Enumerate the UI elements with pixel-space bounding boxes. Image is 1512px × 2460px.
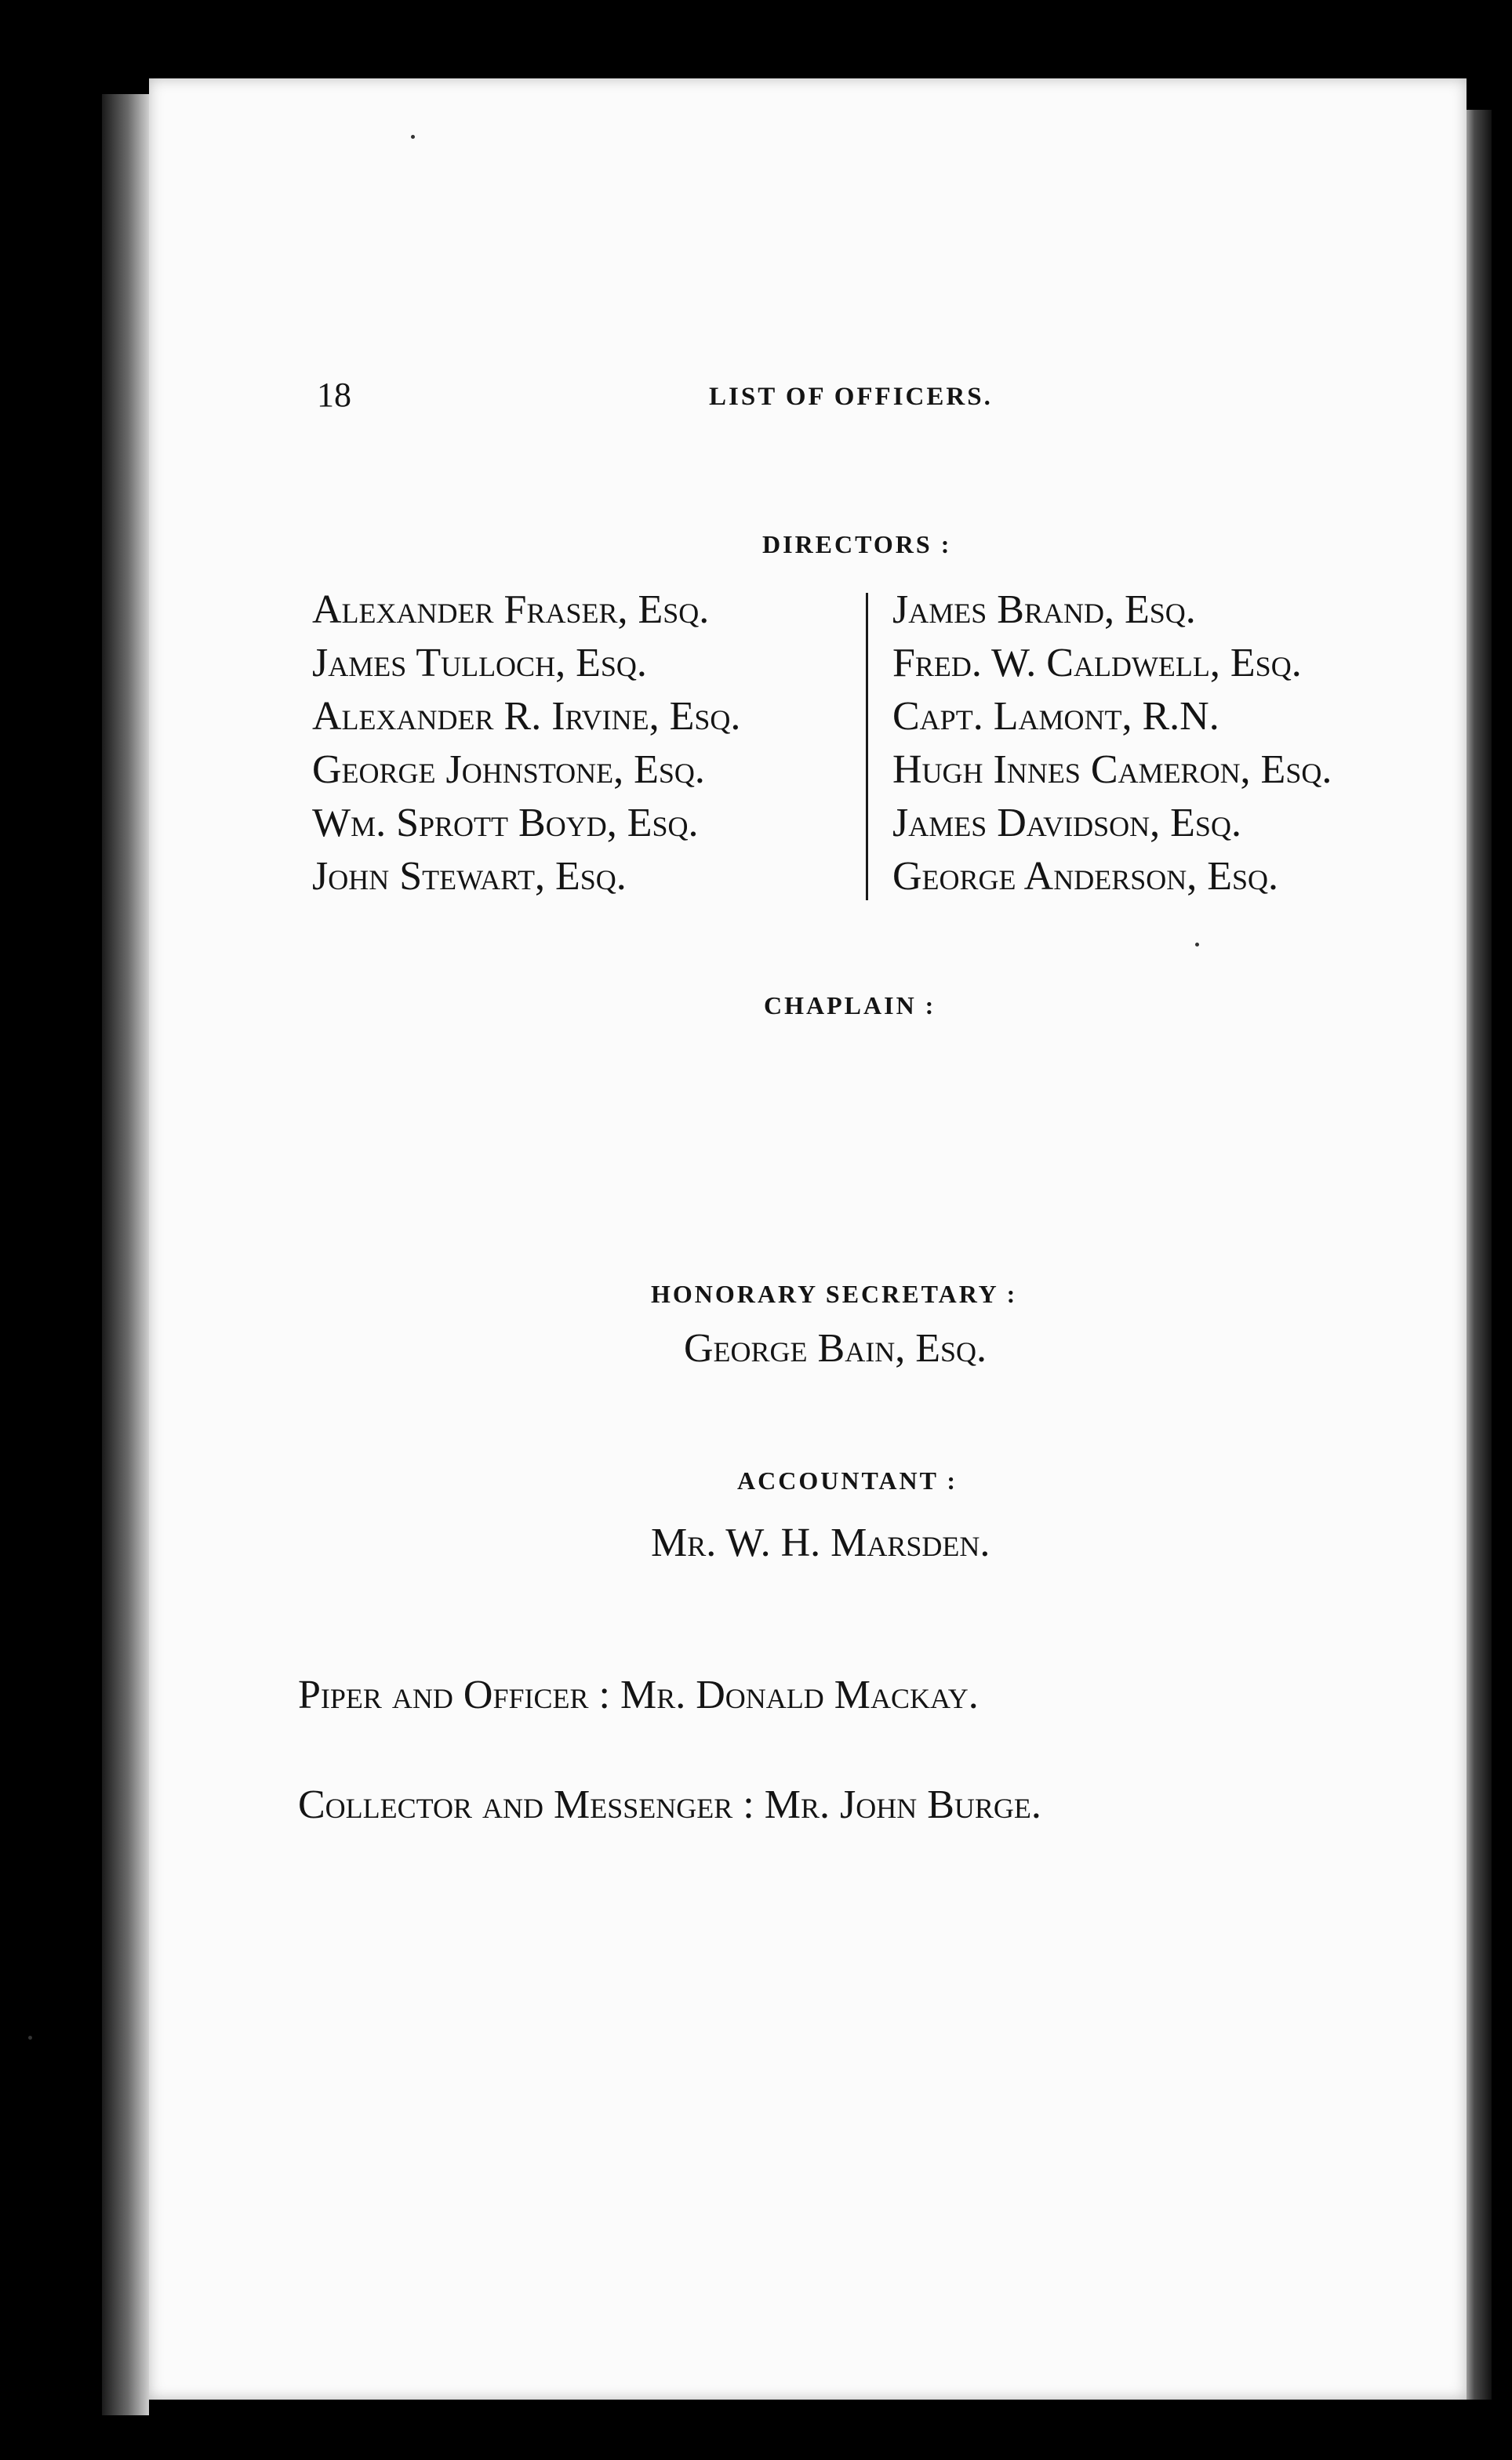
director-name: Alexander R. Irvine, Esq. <box>312 694 741 739</box>
secretary-heading: HONORARY SECRETARY : <box>651 1280 1018 1308</box>
page-number: 18 <box>317 376 351 414</box>
running-head: LIST OF OFFICERS. <box>709 383 993 411</box>
director-name: George Anderson, Esq. <box>892 854 1279 899</box>
accountant-name: Mr. W. H. Marsden. <box>651 1521 990 1565</box>
directors-left-column <box>312 583 740 903</box>
chaplain-heading: CHAPLAIN : <box>764 991 936 1019</box>
director-name: George Johnstone, Esq. <box>312 747 705 792</box>
director-name: Wm. Sprott Boyd, Esq. <box>312 801 699 845</box>
scan-speck <box>411 135 415 139</box>
director-name: James Davidson, Esq. <box>892 801 1241 845</box>
collector-messenger-line: Collector and Messenger : Mr. John Burge. <box>298 1782 1041 1827</box>
director-name: James Brand, Esq. <box>892 587 1196 632</box>
director-name: Capt. Lamont, R.N. <box>892 694 1219 739</box>
paper-sheet <box>149 78 1467 2400</box>
secretary-name: George Bain, Esq. <box>684 1326 987 1371</box>
director-name: Fred. W. Caldwell, Esq. <box>892 641 1302 685</box>
director-name: Alexander Fraser, Esq. <box>312 587 710 632</box>
directors-heading: DIRECTORS : <box>762 530 952 558</box>
director-name: James Tulloch, Esq. <box>312 641 647 685</box>
book-edge-left <box>102 94 149 2415</box>
scan-speck <box>28 2036 32 2040</box>
column-divider <box>866 593 868 900</box>
director-name: John Stewart, Esq. <box>312 854 627 899</box>
scan-speck <box>1195 943 1199 947</box>
accountant-heading: ACCOUNTANT : <box>737 1466 958 1495</box>
director-name: Hugh Innes Cameron, Esq. <box>892 747 1332 792</box>
piper-officer-line: Piper and Officer : Mr. Donald Mackay. <box>298 1673 979 1717</box>
directors-right-column <box>892 583 1332 903</box>
